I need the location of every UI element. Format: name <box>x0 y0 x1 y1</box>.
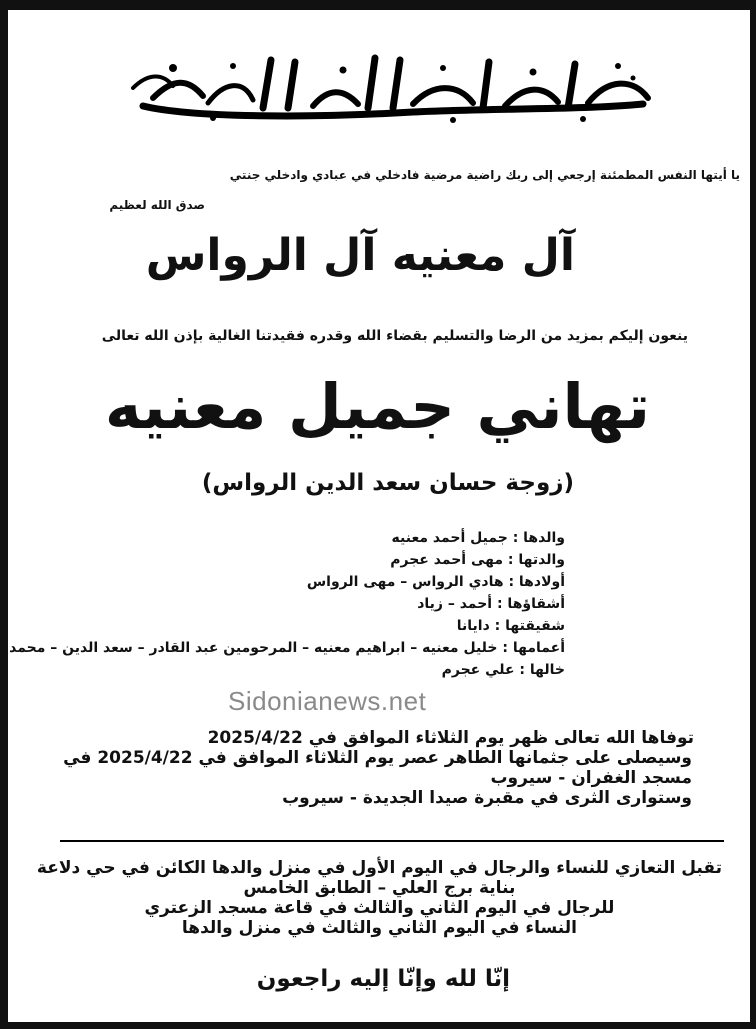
calligraphy-artwork <box>113 48 673 123</box>
verse-closing: صدق الله لعظيم <box>109 198 205 212</box>
death-date-line: توفاها الله تعالى ظهر يوم الثلاثاء الموافق في 2025/4/22 <box>207 728 694 748</box>
condolence-building: بناية برج العلي – الطابق الخامس <box>243 878 516 898</box>
condolence-details <box>37 858 722 938</box>
prayer-line: وسيصلى على جثمانها الطاهر عصر يوم الثلاثاء الموافق في 2025/4/22 في <box>63 748 692 768</box>
mosque-line: مسجد الغفران - سيروب <box>490 768 692 788</box>
condolence-men: للرجال في اليوم الثاني والثالث في قاعة مسجد الزعتري <box>144 898 615 918</box>
relative-brothers: أشقاؤها : أحمد – زياد <box>417 596 565 612</box>
family-title: آل معنيه آل الرواس <box>145 230 575 281</box>
obituary-sheet <box>8 10 750 1022</box>
spouse-line: (زوجة حسان سعد الدين الرواس) <box>201 470 574 496</box>
relatives-list <box>9 527 565 681</box>
relative-children: أولادها : هادي الرواس – مهى الرواس <box>306 574 565 590</box>
quran-verse: يا أيتها النفس المطمئنة إرجعي إلى ربك راضية مرضية فادخلي في عبادي وادخلي جنتي <box>229 168 740 182</box>
relative-father: والدها : جميل أحمد معنيه <box>391 530 565 546</box>
relative-maternal-uncle: خالها : علي عجرم <box>441 662 565 678</box>
announcement-text: ينعون إليكم بمزيد من الرضا والتسليم بقضاء الله وقدره فقيدتنا الغالية بإذن الله تعالى <box>101 328 688 344</box>
deceased-name: تهاني جميل معنيه <box>104 370 650 443</box>
burial-line: وستوارى الثرى في مقبرة صيدا الجديدة - سيروب <box>282 788 692 808</box>
condolence-day-one: تقبل التعازي للنساء والرجال في اليوم الأول في منزل والدها الكائن في حي دلاعة <box>36 858 722 878</box>
relative-mother: والدتها : مهى أحمد عجرم <box>390 552 565 568</box>
watermark: Sidonianews.net <box>228 686 427 716</box>
calligraphy-header <box>113 48 673 123</box>
closing-verse: إنّا لله وإنّا إليه راجعون <box>256 966 510 992</box>
relative-sister: شقيقتها : دايانا <box>456 618 565 634</box>
condolence-women: النساء في اليوم الثاني والثالث في منزل والدها <box>181 918 577 938</box>
relative-uncles: أعمامها : خليل معنيه – ابراهيم معنيه – المرحومين عبد القادر – سعد الدين – محمد <box>9 640 565 656</box>
funeral-details <box>63 728 692 808</box>
section-divider <box>60 840 724 842</box>
